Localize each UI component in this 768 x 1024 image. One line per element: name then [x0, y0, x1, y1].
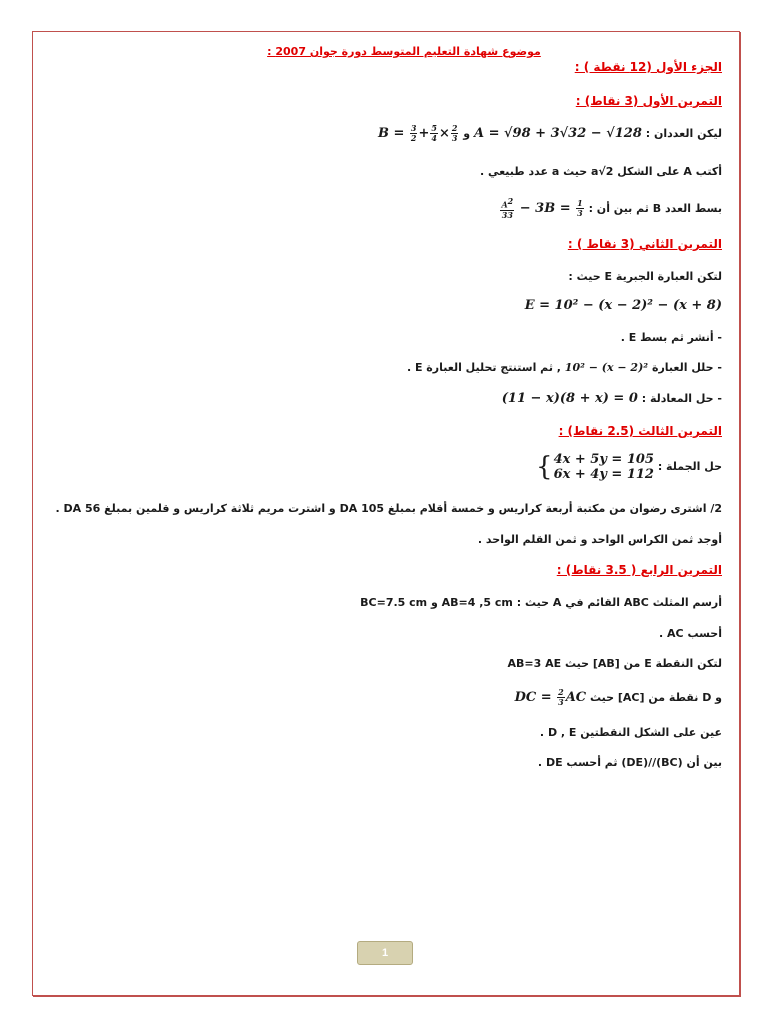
equation-system: { 4x + 5y = 105 6x + 4y = 112 — [536, 452, 654, 482]
exercise-3-line-2: 2/ اشترى رضوان من مكتبة أربعة كراريس و خمسة أقلام بمبلغ 105 DA و اشترت مريم ثلاثة كراريس و قلمين بمبلغ 56 DA . — [55, 502, 722, 515]
exercise-1-line-2: أكتب A على الشكل a√2 حيث a عدد طبيعي . — [479, 165, 722, 178]
exercise-4-line-4 — [515, 688, 722, 707]
document-title: موضوع شهادة التعليم المتوسط دورة جوان 2007 : — [267, 45, 541, 58]
exercise-2-heading: التمرين الثاني (3 نقاط ) : — [567, 237, 722, 251]
exercise-4-line-1: أرسم المثلث ABC القائم في A حيث : AB=4 ,5 cm و BC=7.5 cm — [360, 596, 722, 609]
exercise-2-line-4 — [502, 391, 722, 406]
system-equation-2: 6x + 4y = 112 — [553, 467, 654, 482]
exercise-4-line-6: بين أن (BC)//(DE) ثم أحسب DE . — [537, 756, 722, 769]
ex2-l3-text: - حلل العبارة — [651, 361, 722, 374]
ex1-expr-b: B = $\frac{3}{2}$ + $\frac{5}{4}$ × $\frac{2}{3}$ — [377, 123, 458, 143]
ex2-l3-rest: , ثم استنتج تحليل العبارة E . — [406, 361, 561, 374]
exercise-1-line-1 — [378, 124, 722, 143]
ex2-l4-text: - حل المعادلة : — [641, 392, 722, 405]
exercise-1-heading: التمرين الأول (3 نقاط) : — [575, 94, 722, 108]
exercise-4-line-2: أحسب AC . — [659, 627, 722, 640]
ex1-l1-text: ليكن العددان : — [645, 127, 722, 140]
ex3-l1-text: حل الجملة : — [657, 460, 722, 473]
exercise-2-line-2: - أنشر ثم بسط E . — [620, 331, 722, 344]
exercise-3-line-1 — [536, 452, 722, 482]
part-one-heading: الجزء الأول (12 نقطة ) : — [574, 60, 722, 74]
exercise-3-line-3: أوجد ثمن الكراس الواحد و ثمن القلم الواحد . — [477, 533, 722, 546]
exercise-4-line-5: عين على الشكل النقطتين D , E . — [539, 726, 722, 739]
ex1-l3-text: بسط العدد B ثم بين أن : — [588, 201, 722, 215]
ex4-expr-dc: DC = $\frac{2}{3}$ AC — [514, 687, 587, 707]
ex2-l3-math: 10² − (x − 2)² — [564, 361, 649, 374]
ex1-l1-and: و — [463, 127, 471, 140]
ex4-l4-text: و D نقطة من [AC] حيث — [590, 691, 722, 704]
ex2-l4-math: (11 − x)(8 + x) = 0 — [501, 391, 638, 406]
exercise-2-line-1: لتكن العبارة الجبرية E حيث : — [568, 270, 722, 283]
exercise-2-line-3 — [407, 361, 722, 374]
system-equation-1: 4x + 5y = 105 — [553, 452, 654, 467]
page-number-badge: 1 — [357, 941, 413, 965]
exercise-1-line-3 — [499, 197, 722, 220]
exercise-4-line-3: لتكن النقطة E من [AB] حيث AB=3 AE — [507, 657, 722, 670]
ex1-expr-a: A = √98 + 3√32 − √128 — [473, 126, 642, 141]
exercise-2-expression: E = 10² − (x − 2)² − (x + 8) — [524, 298, 722, 313]
exercise-4-heading: التمرين الرابع ( 3.5 نقاط) : — [556, 563, 722, 577]
ex1-expr-c: $\frac{A^2}{33}$ − 3B = $\frac{1}{3}$ — [501, 196, 583, 220]
exercise-3-heading: التمرين الثالث (2.5 نقاط) : — [558, 424, 722, 438]
